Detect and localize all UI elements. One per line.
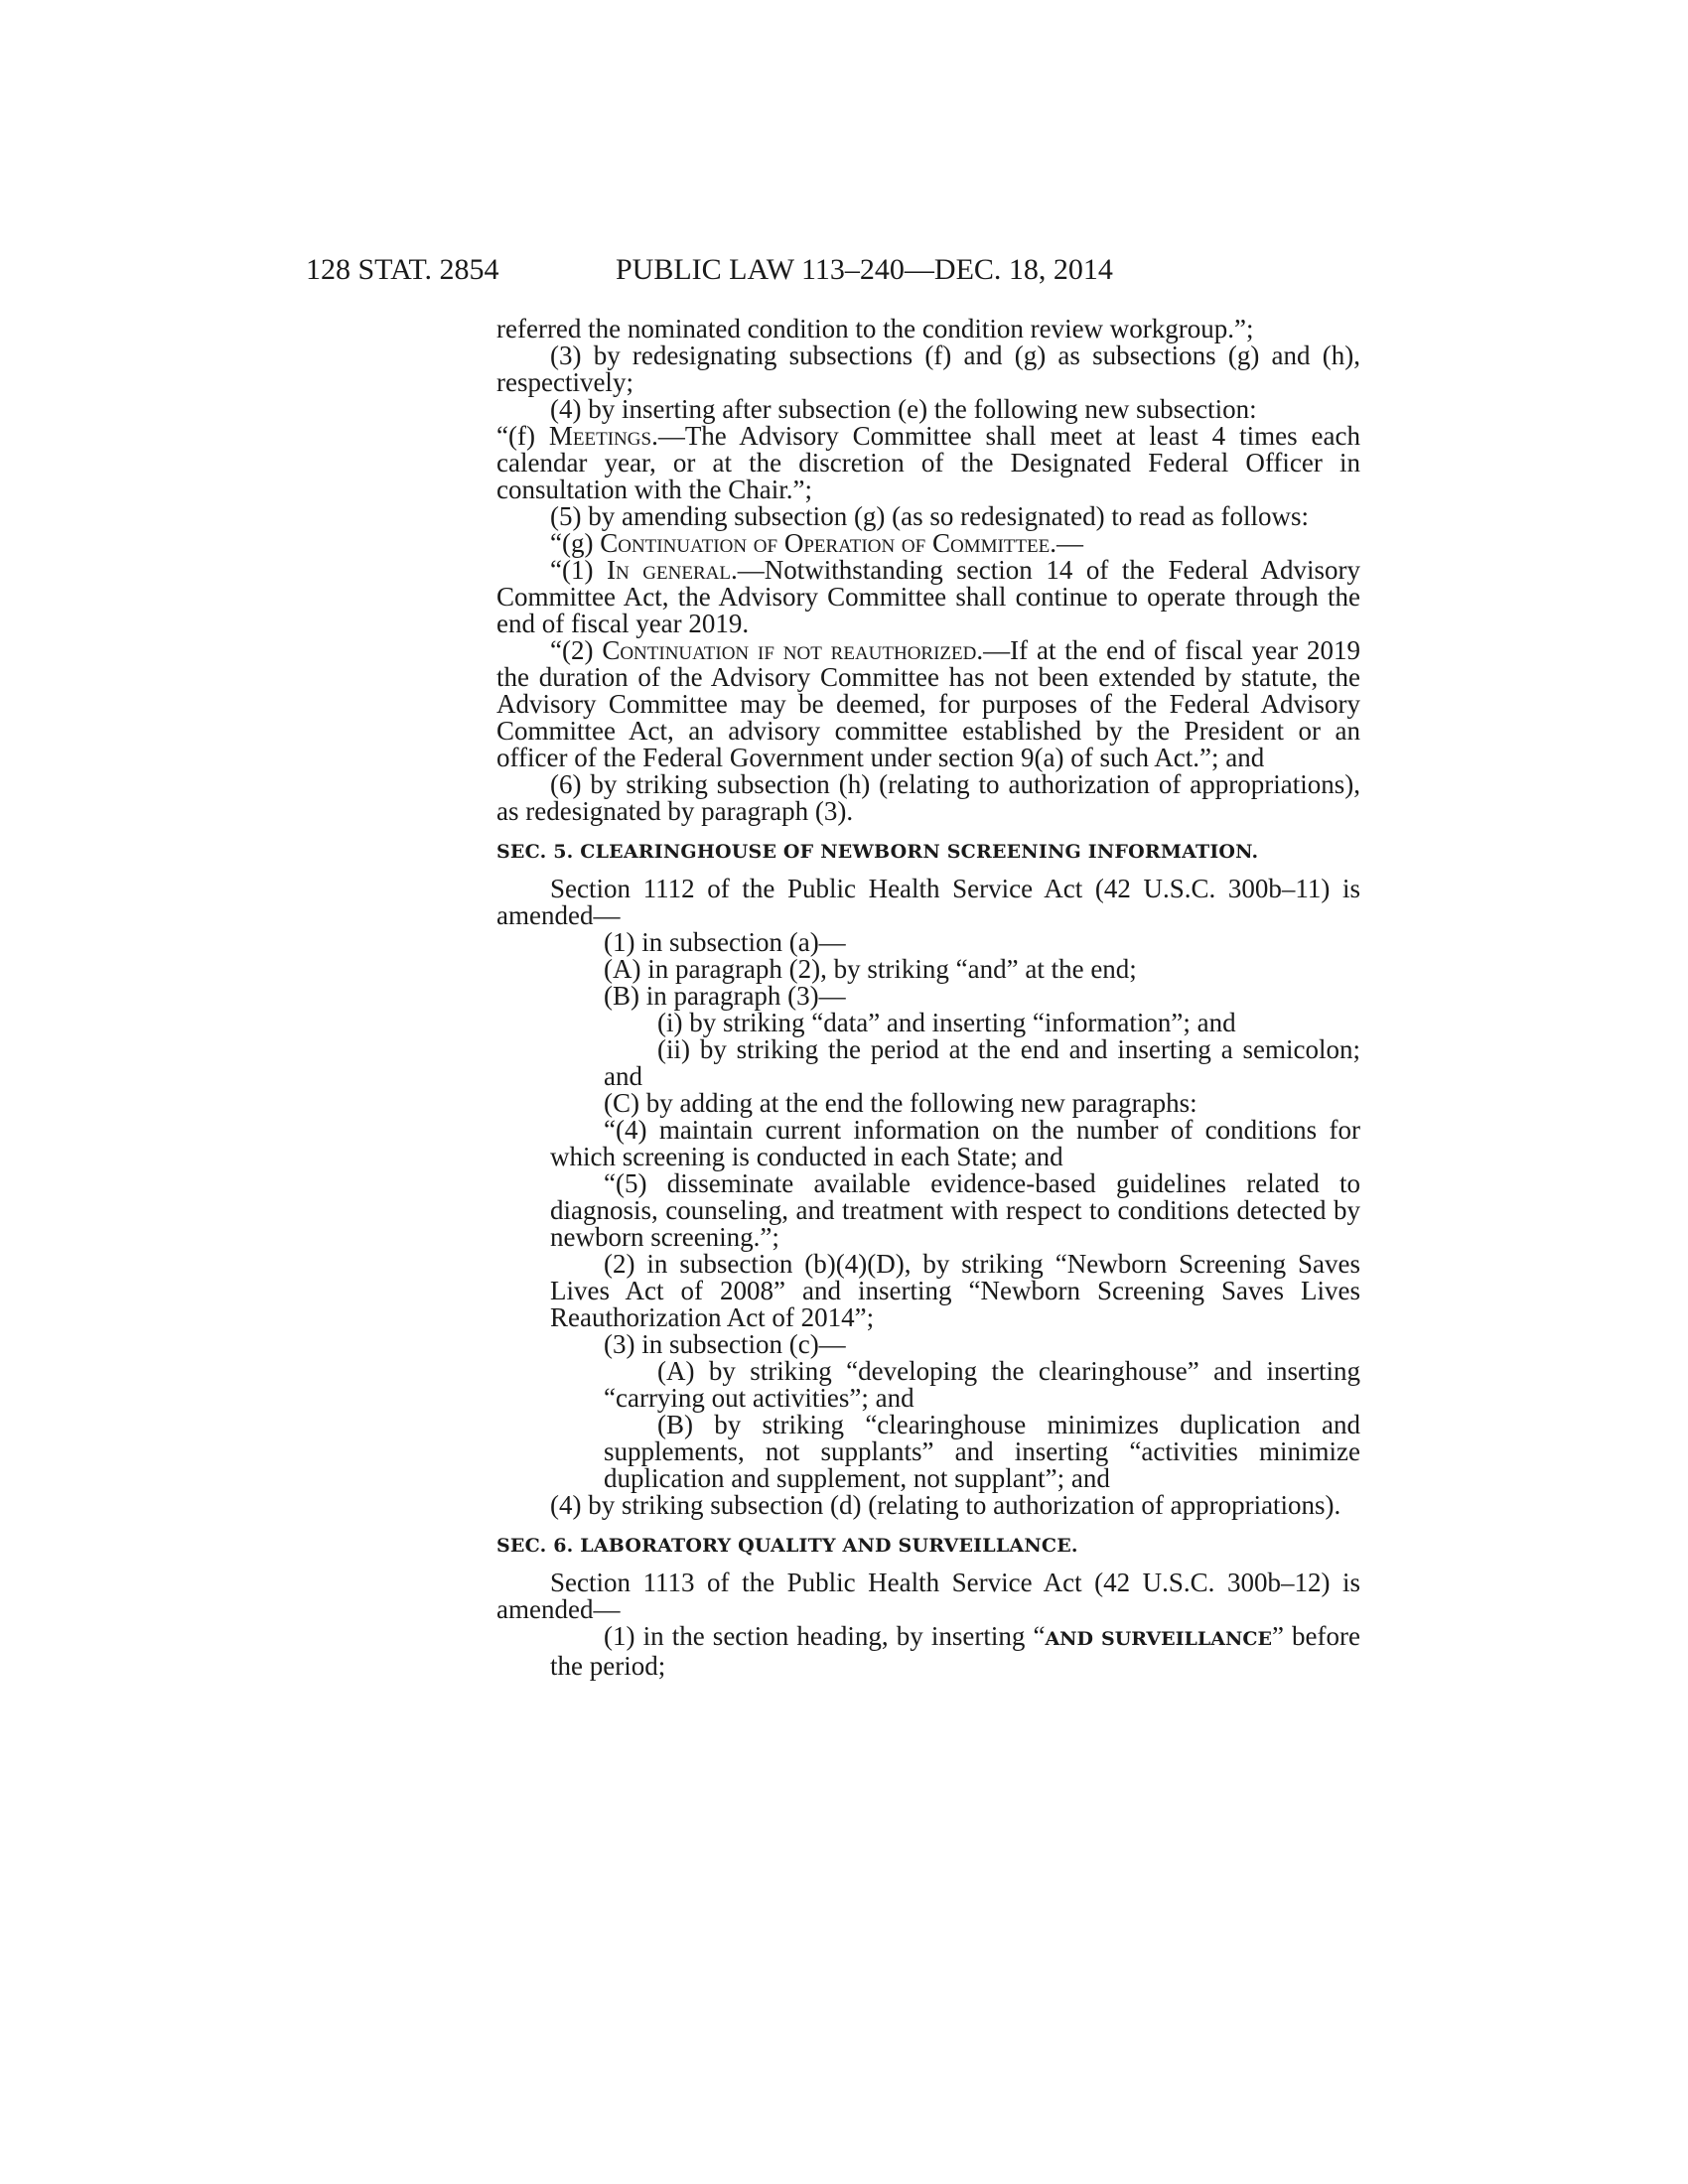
paragraph: “(4) maintain current information on the number of conditions for which screening is conducted in each State; and (550, 1115, 1360, 1171)
paragraph: (B) in paragraph (3)— (604, 981, 846, 1011)
statute-page-number: 128 STAT. 2854 (306, 253, 499, 286)
paragraph: (C) by adding at the end the following new paragraphs: (604, 1088, 1197, 1118)
paragraph: (A) in paragraph (2), by striking “and” at the end; (604, 954, 1137, 984)
paragraph: (5) by amending subsection (g) (as so redesignated) to read as follows: (550, 501, 1310, 531)
paragraph: “(g) Continuation of Operation of Committee.— (550, 528, 1083, 558)
paragraph: (3) in subsection (c)— (604, 1329, 846, 1359)
document-body (496, 316, 1360, 1680)
paragraph: “(1) In general.—Notwithstanding section 14 of the Federal Advisory Committee Act, the Advisory Committee shall continue to operate through the end of fiscal year 2019. (496, 555, 1361, 638)
section-heading: SEC. 6. LABORATORY QUALITY AND SURVEILLANCE. (496, 1535, 1078, 1557)
paragraph: (1) in the section heading, by inserting “AND SURVEILLANCE” before the period; (550, 1621, 1361, 1681)
paragraph: referred the nominated condition to the condition review workgroup.”; (496, 314, 1254, 343)
paragraph: (2) in subsection (b)(4)(D), by striking “Newborn Screening Saves Lives Act of 2008” and inserting “Newborn Screening Saves Lives Reauthorization Act of 2014”; (550, 1249, 1360, 1332)
paragraph: “(2) Continuation if not reauthorized.—If at the end of fiscal year 2019 the duration of the Advisory Committee has not been extended by statute, the Advisory Committee may be deemed, for purposes of the Federal Advisory Committee Act, an advisory committee established by the President or an officer of the Federal Government under section 9(a) of such Act.”; and (496, 635, 1360, 772)
page-header (0, 253, 1688, 293)
paragraph: “(5) disseminate available evidence-based guidelines related to diagnosis, counseling, and treatment with respect to conditions detected by newborn screening.”; (550, 1168, 1360, 1252)
paragraph: (4) by inserting after subsection (e) the following new subsection: (550, 394, 1257, 424)
paragraph: (1) in subsection (a)— (604, 927, 846, 957)
paragraph: “(f) Meetings.—The Advisory Committee shall meet at least 4 times each calendar year, or at the discretion of the Designated Federal Officer in consultation with the Chair.”; (496, 421, 1360, 504)
paragraph: (A) by striking “developing the clearinghouse” and inserting “carrying out activities”; and (604, 1356, 1360, 1413)
paragraph: (6) by striking subsection (h) (relating to authorization of appropriations), as redesignated by paragraph (3). (496, 769, 1360, 826)
paragraph: Section 1112 of the Public Health Service Act (42 U.S.C. 300b–11) is amended— (496, 874, 1360, 930)
paragraph: Section 1113 of the Public Health Service Act (42 U.S.C. 300b–12) is amended— (496, 1568, 1360, 1624)
paragraph: (B) by striking “clearinghouse minimizes duplication and supplements, not supplants” and inserting “activities minimize duplication and supplement, not supplant”; and (604, 1410, 1360, 1493)
section-heading: SEC. 5. CLEARINGHOUSE OF NEWBORN SCREENING INFORMATION. (496, 841, 1259, 863)
public-law-title: PUBLIC LAW 113–240—DEC. 18, 2014 (616, 253, 1113, 286)
paragraph: (i) by striking “data” and inserting “information”; and (657, 1008, 1236, 1037)
paragraph: (3) by redesignating subsections (f) and (g) as subsections (g) and (h), respectively; (496, 341, 1360, 397)
paragraph: (ii) by striking the period at the end and inserting a semicolon; and (604, 1034, 1360, 1091)
paragraph: (4) by striking subsection (d) (relating to authorization of appropriations). (550, 1490, 1341, 1520)
